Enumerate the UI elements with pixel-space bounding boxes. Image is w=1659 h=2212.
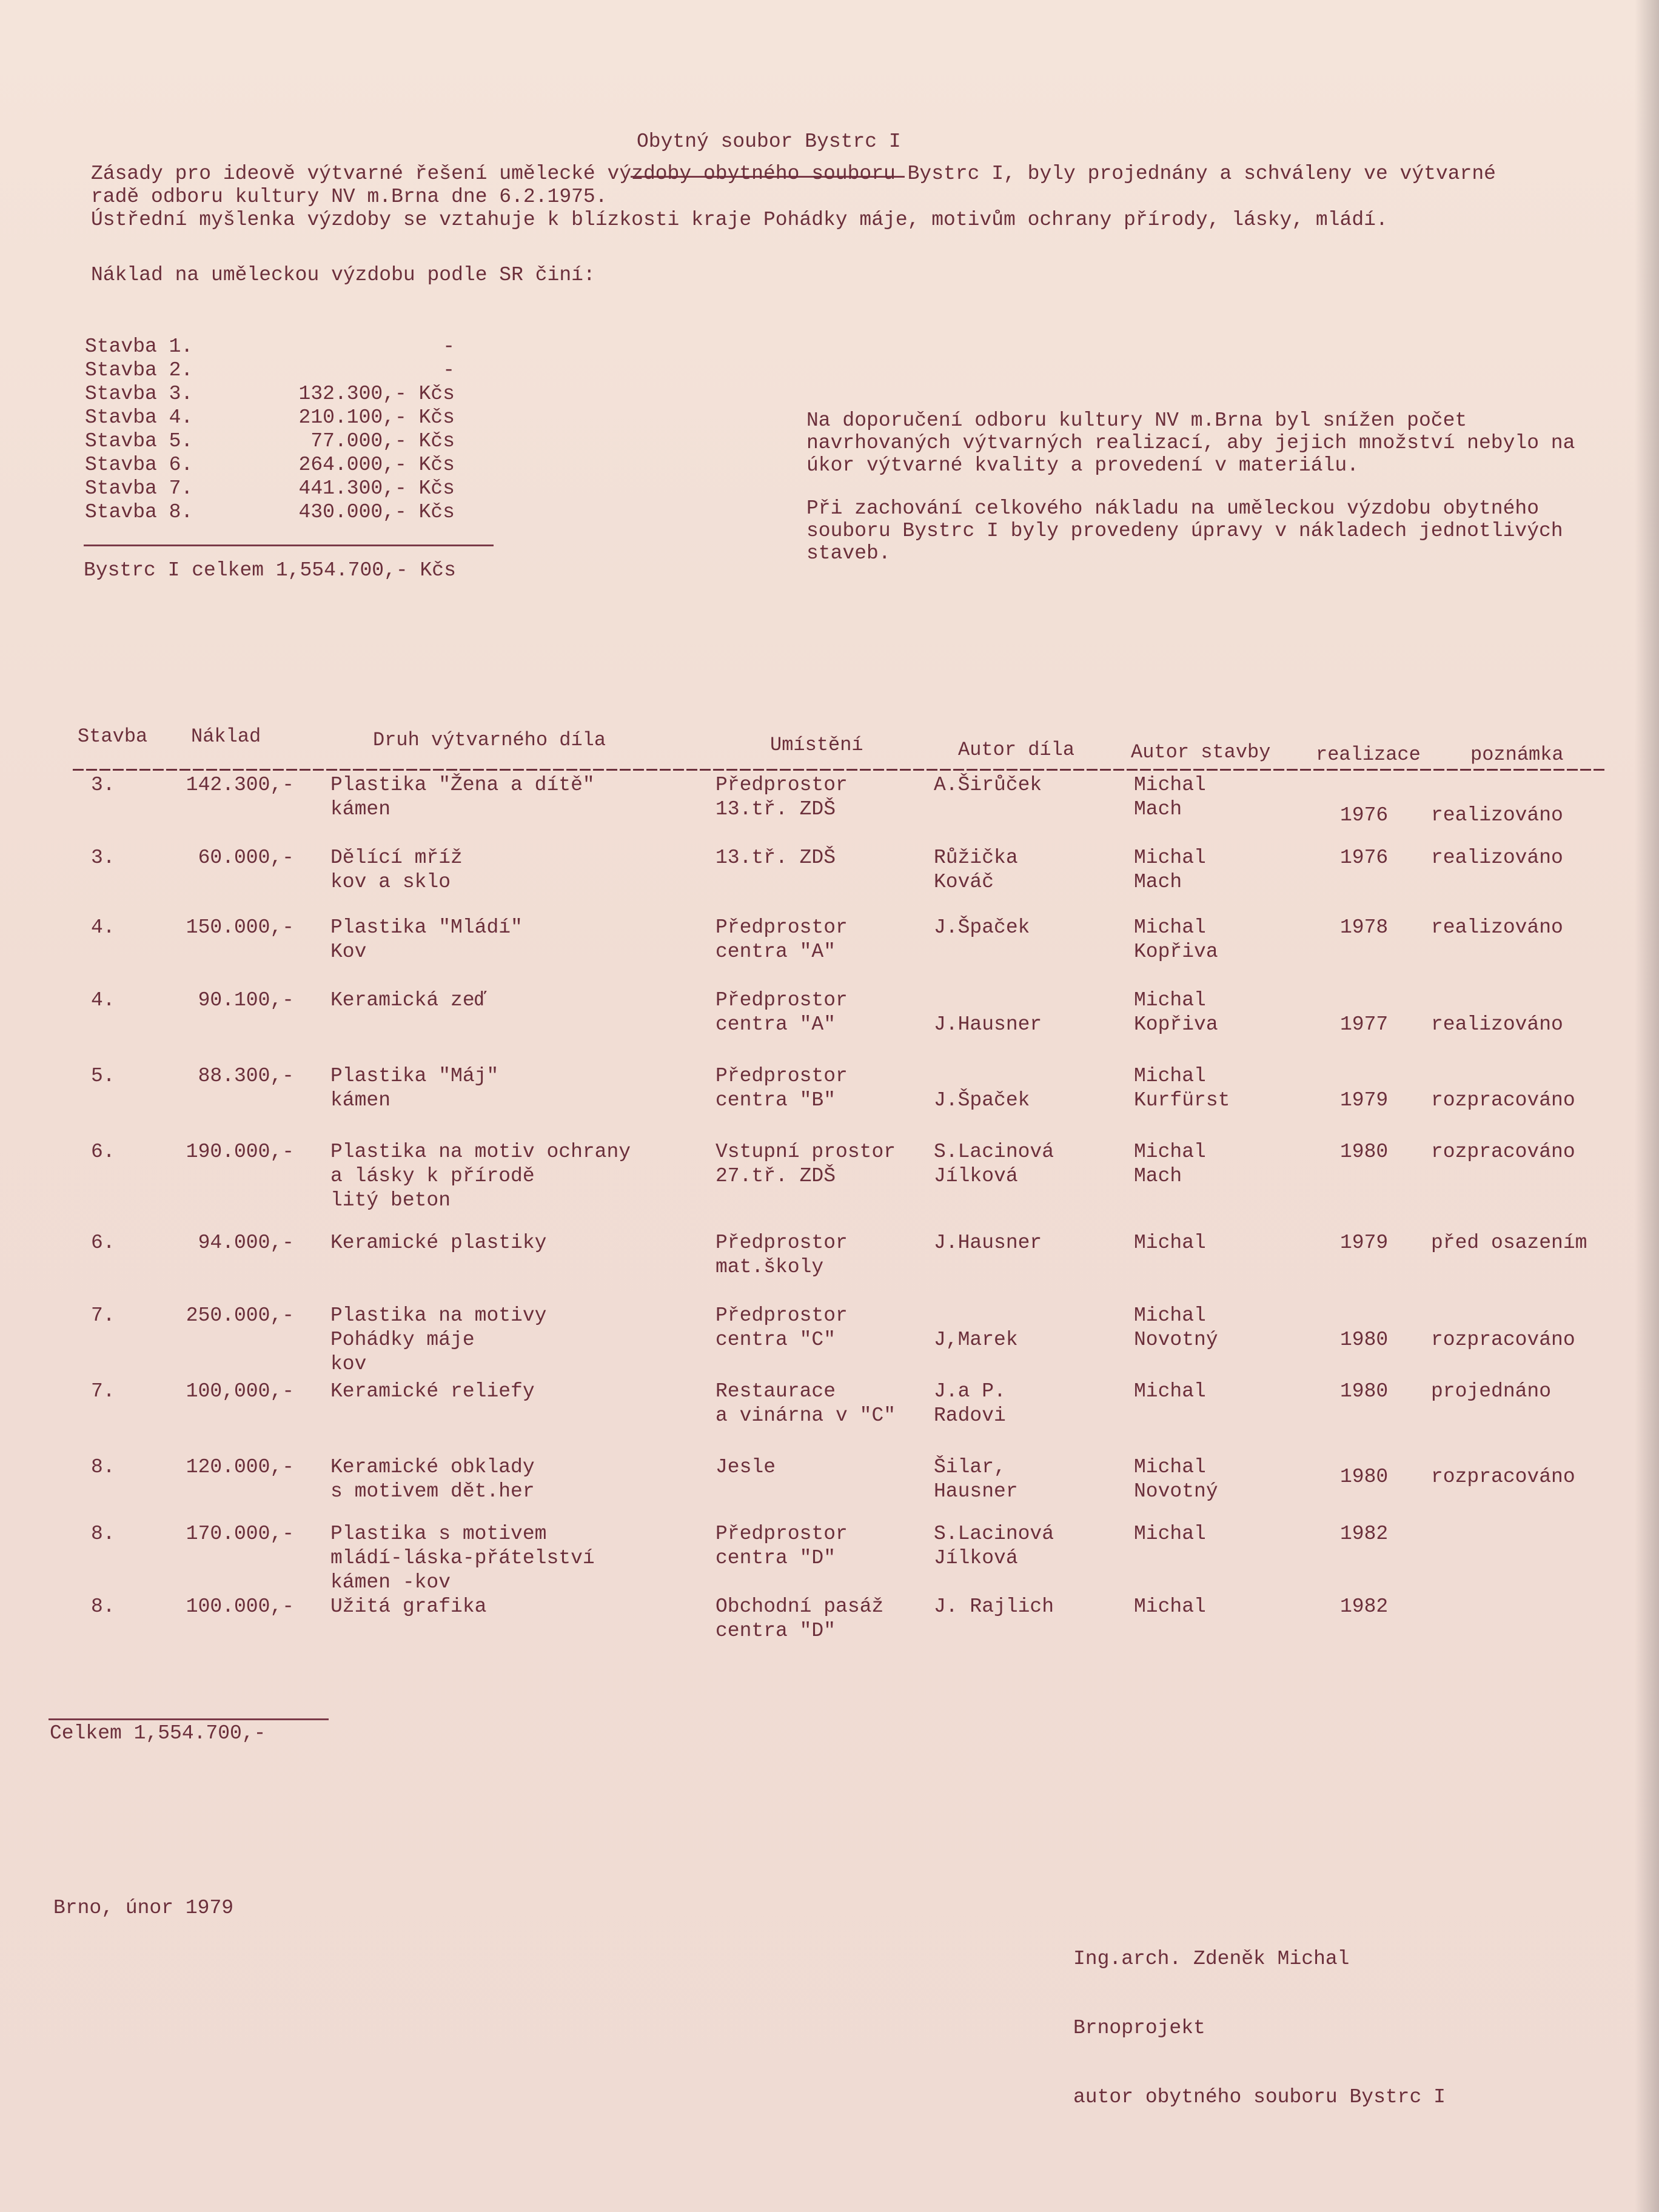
building-amount: 77.000,- Kčs	[310, 430, 455, 452]
header-artwork-type: Druh výtvarného díla	[373, 729, 606, 751]
building-amount: -	[443, 335, 455, 358]
row-cost: 250.000,-	[186, 1304, 294, 1327]
row-realization-year: 1979	[1340, 1089, 1389, 1111]
row-location: Předprostor centra "B"	[716, 1065, 848, 1111]
row-artist: J.Špaček	[934, 916, 1030, 939]
row-artwork-type: Keramická zeď	[330, 989, 487, 1011]
row-remark: realizováno	[1431, 916, 1563, 939]
total-underline	[49, 1718, 329, 1720]
place-date: Brno, únor 1979	[53, 1897, 234, 1919]
row-remark: realizováno	[1431, 1013, 1563, 1036]
row-remark: projednáno	[1431, 1380, 1552, 1403]
document-title: Obytný soubor Bystrc I	[637, 130, 901, 153]
building-amount: 441.300,- Kčs	[298, 477, 455, 500]
row-location: Předprostor 13.tř. ZDŠ	[716, 774, 848, 820]
table-total: Celkem 1,554.700,-	[50, 1722, 266, 1744]
note-paragraph	[806, 409, 1595, 585]
row-artist: J.Hausner	[934, 1013, 1042, 1036]
intro-paragraph	[91, 163, 1546, 232]
row-architect: Michal Novotný	[1134, 1456, 1218, 1503]
row-building: 4.	[91, 989, 115, 1011]
building-amount: 430.000,- Kčs	[298, 501, 455, 523]
building-cost-row	[85, 500, 455, 524]
row-building: 3.	[91, 774, 115, 796]
building-cost-total: Bystrc I celkem 1,554.700,- Kčs	[84, 559, 456, 581]
building-label: Stavba 6.	[85, 454, 193, 476]
row-cost: 142.300,-	[186, 774, 294, 796]
row-artist: J,Marek	[934, 1329, 1018, 1351]
signature-line: autor obytného souboru Bystrc I	[1073, 2086, 1446, 2108]
row-building: 7.	[91, 1304, 115, 1327]
row-artwork-type: Plastika na motivy Pohádky máje kov	[330, 1304, 547, 1375]
row-artist: S.Lacinová Jílková	[934, 1141, 1054, 1187]
row-artist: S.Lacinová Jílková	[934, 1523, 1054, 1569]
row-cost: 100,000,-	[186, 1380, 294, 1403]
row-location: 13.tř. ZDŠ	[716, 846, 836, 869]
row-cost: 88.300,-	[198, 1065, 294, 1087]
building-label: Stavba 3.	[85, 383, 193, 405]
row-remark: před osazením	[1431, 1232, 1587, 1254]
signature-line: Ing.arch. Zdeněk Michal	[1073, 1948, 1350, 1970]
row-remark: rozpracováno	[1431, 1141, 1575, 1163]
row-location: Vstupní prostor 27.tř. ZDŠ	[716, 1141, 896, 1187]
row-location: Předprostor mat.školy	[716, 1232, 848, 1278]
row-remark: rozpracováno	[1431, 1329, 1575, 1351]
row-building: 8.	[91, 1523, 115, 1545]
row-realization-year: 1976	[1340, 846, 1389, 869]
building-label: Stavba 2.	[85, 359, 193, 381]
row-location: Restaurace a vinárna v "C"	[716, 1380, 896, 1427]
row-building: 5.	[91, 1065, 115, 1087]
row-architect: Michal Novotný	[1134, 1304, 1218, 1351]
building-amount: 264.000,- Kčs	[298, 454, 455, 476]
row-location: Jesle	[716, 1456, 776, 1478]
row-architect: Michal Kopřiva	[1134, 916, 1218, 963]
row-cost: 170.000,-	[186, 1523, 294, 1545]
header-building: Stavba	[78, 725, 148, 748]
row-architect: Michal Kurfürst	[1134, 1065, 1230, 1111]
row-remark: realizováno	[1431, 846, 1563, 869]
building-label: Stavba 5.	[85, 430, 193, 452]
signature-block	[1073, 1902, 1446, 2155]
building-cost-row	[85, 429, 455, 453]
row-artwork-type: Užitá grafika	[330, 1595, 487, 1618]
row-remark: realizováno	[1431, 804, 1563, 826]
row-location: Předprostor centra "A"	[716, 989, 848, 1036]
building-amount: -	[443, 359, 455, 381]
row-artist: Šilar, Hausner	[934, 1456, 1018, 1503]
row-building: 6.	[91, 1232, 115, 1254]
row-artwork-type: Keramické plastiky	[330, 1232, 547, 1254]
note-line: Na doporučení odboru kultury NV m.Brna byl snížen počet navrhovaných výtvarných realizací, aby jejich množství nebylo na úkor výtvarné kvality a provedení v materiálu.	[806, 409, 1575, 477]
row-architect: Michal	[1134, 1523, 1206, 1545]
row-architect: Michal Mach	[1134, 846, 1206, 893]
signature-line: Brnoprojekt	[1073, 2017, 1205, 2039]
building-label: Stavba 8.	[85, 501, 193, 523]
row-building: 8.	[91, 1456, 115, 1478]
row-cost: 150.000,-	[186, 916, 294, 939]
intro-line: Zásady pro ideově výtvarné řešení umělecké výzdoby obytného souboru Bystrc I, byly projednány a schváleny ve výtvarné radě odboru kultury NV m.Brna dne 6.2.1975.	[91, 163, 1496, 208]
row-cost: 94.000,-	[198, 1232, 294, 1254]
building-label: Stavba 4.	[85, 406, 193, 429]
row-realization-year: 1982	[1340, 1595, 1389, 1618]
building-amount: 210.100,- Kčs	[298, 406, 455, 429]
row-remark: rozpracováno	[1431, 1089, 1575, 1111]
row-artwork-type: Keramické obklady s motivem dět.her	[330, 1456, 535, 1503]
row-realization-year: 1977	[1340, 1013, 1389, 1036]
row-realization-year: 1980	[1340, 1141, 1389, 1163]
row-artwork-type: Plastika s motivem mládí-láska-přátelství kámen -kov	[330, 1523, 595, 1594]
row-architect: Michal Mach	[1134, 1141, 1206, 1187]
row-artwork-type: Plastika "Mládí" Kov	[330, 916, 523, 963]
row-architect: Michal Kopřiva	[1134, 989, 1218, 1036]
row-cost: 120.000,-	[186, 1456, 294, 1478]
header-architect: Autor stavby	[1131, 741, 1271, 763]
row-realization-year: 1976	[1340, 804, 1389, 826]
building-label: Stavba 7.	[85, 477, 193, 500]
header-location: Umístění	[770, 734, 863, 756]
row-artwork-type: Dělící mříž kov a sklo	[330, 846, 463, 893]
row-artwork-type: Plastika na motiv ochrany a lásky k přírodě litý beton	[330, 1141, 631, 1212]
row-artist: A.Širůček	[934, 774, 1042, 796]
building-cost-row	[85, 406, 455, 429]
row-location: Předprostor centra "C"	[716, 1304, 848, 1351]
row-realization-year: 1980	[1340, 1380, 1389, 1403]
row-realization-year: 1980	[1340, 1466, 1389, 1488]
sum-underline	[84, 545, 494, 546]
row-cost: 100.000,-	[186, 1595, 294, 1618]
row-artwork-type: Keramické reliefy	[330, 1380, 535, 1403]
row-building: 3.	[91, 846, 115, 869]
building-cost-row	[85, 358, 455, 382]
building-amount: 132.300,- Kčs	[298, 383, 455, 405]
row-building: 8.	[91, 1595, 115, 1618]
row-architect: Michal	[1134, 1380, 1206, 1403]
building-cost-row	[85, 382, 455, 406]
header-remark: poznámka	[1470, 743, 1564, 766]
row-artist: J. Rajlich	[934, 1595, 1054, 1618]
note-line: Při zachování celkového nákladu na uměleckou výzdobu obytného souboru Bystrc I byly provedeny úpravy v nákladech jednotlivých staveb.	[806, 497, 1563, 565]
row-building: 4.	[91, 916, 115, 939]
row-realization-year: 1982	[1340, 1523, 1389, 1545]
cost-label: Náklad na uměleckou výzdobu podle SR činí:	[91, 264, 595, 286]
row-cost: 60.000,-	[198, 846, 294, 869]
header-artist: Autor díla	[958, 739, 1075, 761]
row-realization-year: 1979	[1340, 1232, 1389, 1254]
row-cost: 90.100,-	[198, 989, 294, 1011]
row-location: Předprostor centra "D"	[716, 1523, 848, 1569]
row-location: Obchodní pasáž centra "D"	[716, 1595, 884, 1642]
building-cost-row	[85, 453, 455, 477]
building-cost-row	[85, 335, 455, 358]
row-artist: Růžička Kováč	[934, 846, 1018, 893]
header-cost: Náklad	[191, 725, 261, 748]
row-building: 7.	[91, 1380, 115, 1403]
intro-line: Ústřední myšlenka výzdoby se vztahuje k blízkosti kraje Pohádky máje, motivům ochrany přírody, lásky, mládí.	[91, 209, 1388, 231]
row-architect: Michal Mach	[1134, 774, 1206, 820]
building-label: Stavba 1.	[85, 335, 193, 358]
row-architect: Michal	[1134, 1232, 1206, 1254]
header-realization: realizace	[1316, 743, 1421, 766]
building-cost-row	[85, 477, 455, 500]
row-artwork-type: Plastika "Máj" kámen	[330, 1065, 499, 1111]
row-cost: 190.000,-	[186, 1141, 294, 1163]
header-divider	[73, 769, 1607, 771]
building-cost-list	[85, 335, 455, 524]
row-artwork-type: Plastika "Žena a dítě" kámen	[330, 774, 595, 820]
row-realization-year: 1978	[1340, 916, 1389, 939]
row-artist: J.Špaček	[934, 1089, 1030, 1111]
row-artist: J.Hausner	[934, 1232, 1042, 1254]
row-building: 6.	[91, 1141, 115, 1163]
row-remark: rozpracováno	[1431, 1466, 1575, 1488]
row-architect: Michal	[1134, 1595, 1206, 1618]
row-artist: J.a P. Radovi	[934, 1380, 1006, 1427]
row-realization-year: 1980	[1340, 1329, 1389, 1351]
row-location: Předprostor centra "A"	[716, 916, 848, 963]
